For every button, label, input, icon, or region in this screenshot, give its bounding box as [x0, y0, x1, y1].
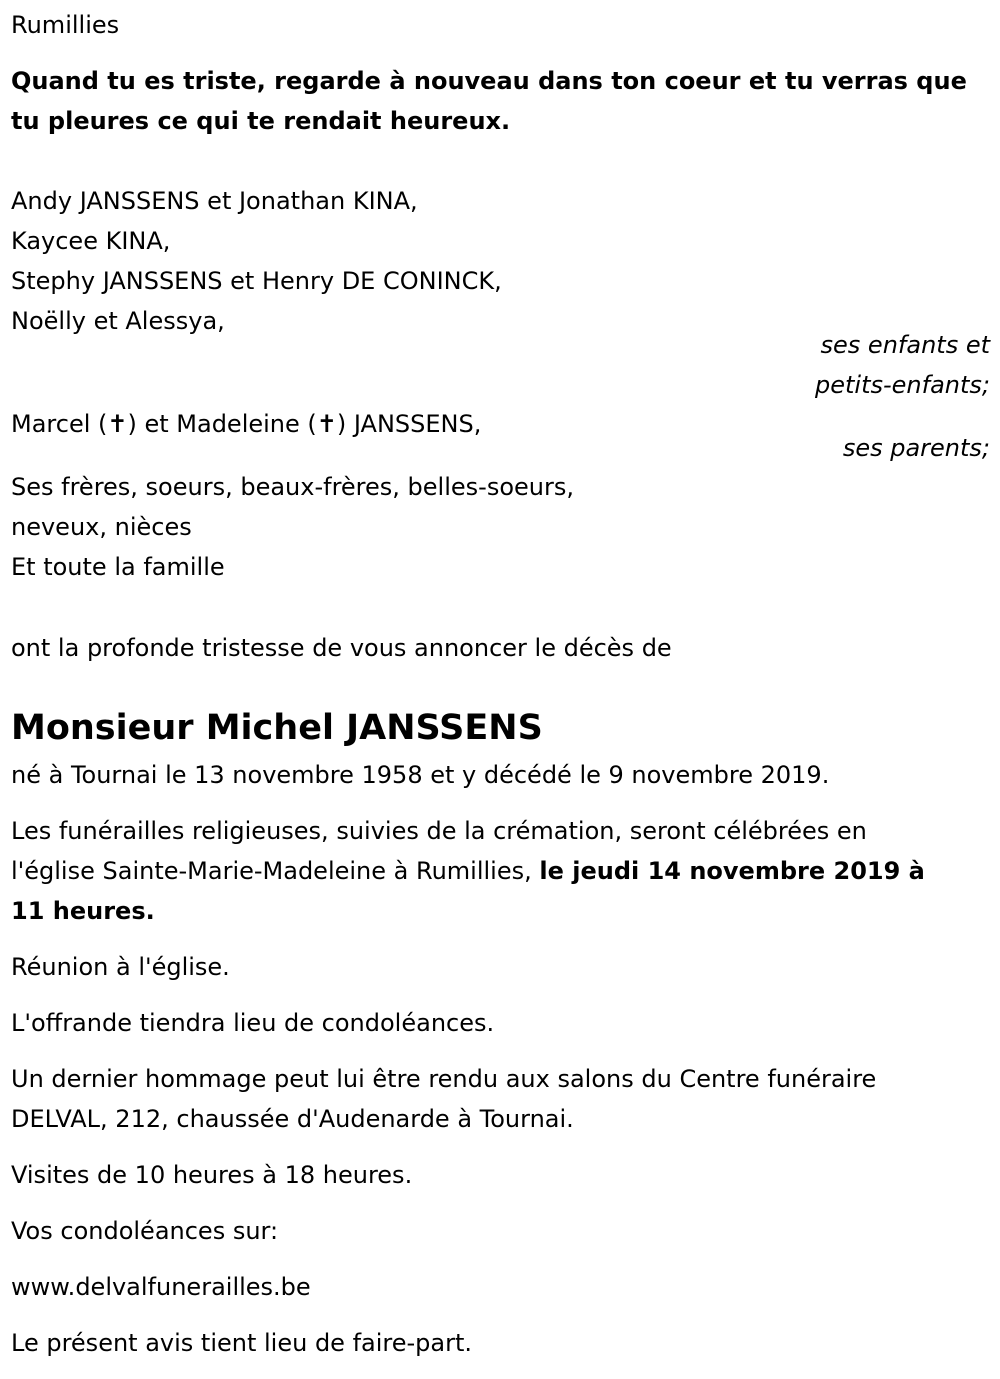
homage-line-2: DELVAL, 212, chaussée d'Audenarde à Tournai.: [11, 1105, 574, 1133]
deceased-name: Monsieur Michel JANSSENS: [11, 708, 543, 748]
homage-line-1: Un dernier hommage peut lui être rendu aux salons du Centre funéraire: [11, 1065, 877, 1093]
quote-line-2: tu pleures ce qui te rendait heureux.: [11, 107, 511, 135]
siblings-line: Ses frères, soeurs, beaux-frères, belles-soeurs,: [11, 473, 574, 501]
notice: Le présent avis tient lieu de faire-part.: [11, 1329, 473, 1357]
deceased-dates: né à Tournai le 13 novembre 1958 et y décédé le 9 novembre 2019.: [11, 761, 830, 789]
funeral-line-2: [11, 851, 925, 891]
children-role-line-1: ses enfants et: [820, 331, 990, 359]
parents-role: ses parents;: [842, 434, 990, 462]
funeral-time: 11 heures.: [11, 897, 155, 925]
parents-line: Marcel (✝) et Madeleine (✝) JANSSENS,: [11, 410, 482, 438]
funeral-church-text: l'église Sainte-Marie-Madeleine à Rumillies,: [11, 857, 540, 885]
quote-line-1: Quand tu es triste, regarde à nouveau dans ton coeur et tu verras que: [11, 67, 967, 95]
siblings-line: neveux, nièces: [11, 513, 192, 541]
condolences-label: Vos condoléances sur:: [11, 1217, 279, 1245]
children-line: Kaycee KINA,: [11, 227, 171, 255]
children-line: Andy JANSSENS et Jonathan KINA,: [11, 187, 418, 215]
funeral-line-1: Les funérailles religieuses, suivies de la crémation, seront célébrées en: [11, 817, 867, 845]
children-line: Stephy JANSSENS et Henry DE CONINCK,: [11, 267, 502, 295]
announcement: ont la profonde tristesse de vous annoncer le décès de: [11, 634, 672, 662]
children-role-line-2: petits-enfants;: [815, 371, 990, 399]
location: Rumillies: [11, 11, 120, 39]
funeral-date-text: le jeudi 14 novembre 2019 à: [539, 857, 925, 885]
siblings-line: Et toute la famille: [11, 553, 225, 581]
meeting: Réunion à l'église.: [11, 953, 230, 981]
children-line: Noëlly et Alessya,: [11, 307, 225, 335]
visits: Visites de 10 heures à 18 heures.: [11, 1161, 413, 1189]
website-link[interactable]: www.delvalfunerailles.be: [11, 1273, 311, 1301]
offering: L'offrande tiendra lieu de condoléances.: [11, 1009, 495, 1037]
